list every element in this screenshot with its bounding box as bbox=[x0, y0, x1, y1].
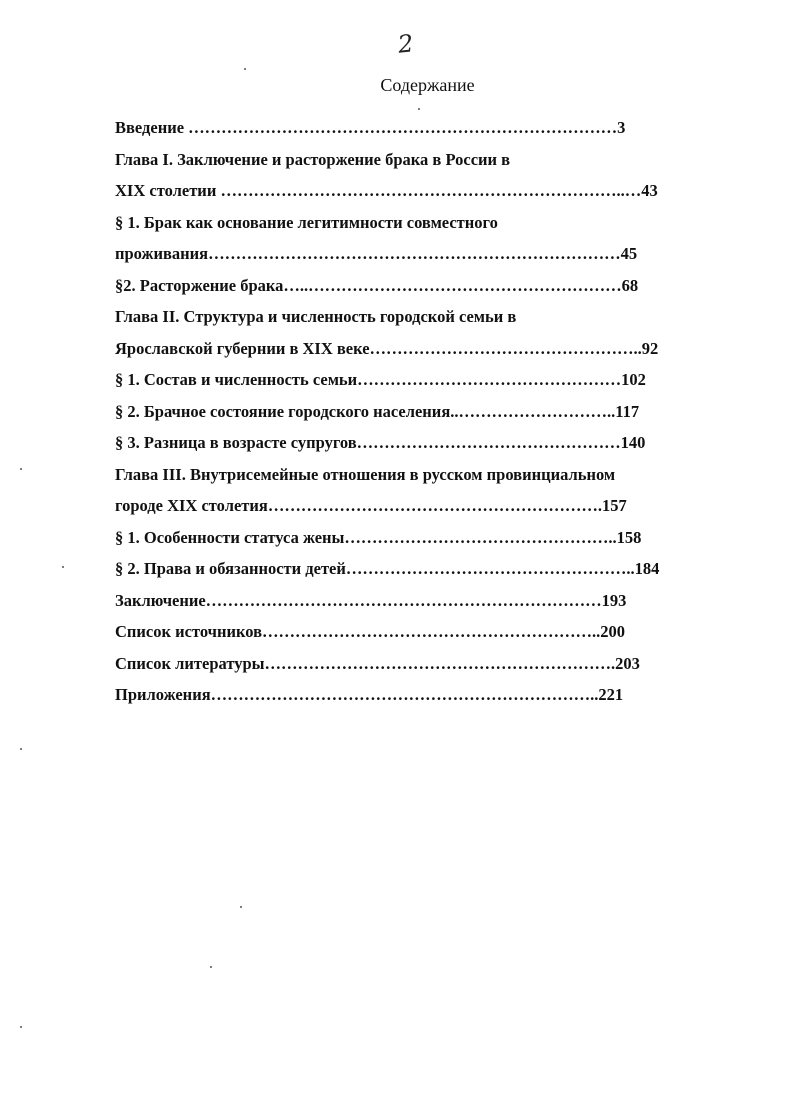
toc-entry-ch1-sec1-line-2[interactable] bbox=[115, 238, 745, 270]
toc-entry-ch2-sec3[interactable] bbox=[115, 427, 745, 459]
toc-entry-conclusion[interactable] bbox=[115, 585, 745, 617]
scan-speck bbox=[20, 468, 22, 470]
toc-entry-text: Список источников……………………………………………………..200 bbox=[115, 622, 626, 641]
scan-speck bbox=[210, 966, 212, 968]
toc-entry-text: § 2. Права и обязанности детей……………………………………………..184 bbox=[115, 559, 660, 578]
toc-entry-chapter-2-line-1[interactable] bbox=[115, 301, 745, 333]
toc-entry-sources[interactable] bbox=[115, 616, 745, 648]
toc-entry-ch3-sec2[interactable] bbox=[115, 553, 745, 585]
handwritten-page-number: 2 bbox=[396, 29, 415, 59]
toc-entry-text: Глава I. Заключение и расторжение брака в России в bbox=[115, 149, 511, 169]
toc-entry-text: Приложения……………………………………………………………..221 bbox=[115, 685, 624, 704]
toc-entry-ch2-sec1[interactable] bbox=[115, 364, 745, 396]
toc-entry-text: Глава III. Внутрисемейные отношения в русском провинциальном bbox=[115, 464, 616, 484]
toc-entry-introduction[interactable] bbox=[115, 112, 745, 144]
toc-entry-text: § 3. Разница в возрасте супругов…………………………………………140 bbox=[115, 433, 646, 452]
toc-entry-text: XIX столетии ………………………………………………………………..…43 bbox=[115, 181, 658, 200]
toc-entry-text: городе XIX столетия…………………………………………………….157 bbox=[115, 496, 627, 515]
scan-speck bbox=[244, 68, 246, 70]
toc-entry-chapter-1-line-1[interactable] bbox=[115, 144, 745, 176]
toc-entry-ch2-sec2[interactable] bbox=[115, 396, 745, 428]
toc-entry-appendices[interactable] bbox=[115, 679, 745, 711]
table-of-contents bbox=[115, 112, 745, 711]
toc-entry-text: Глава II. Структура и численность городской семьи в bbox=[115, 307, 517, 326]
toc-entry-chapter-2-line-2[interactable] bbox=[115, 333, 745, 365]
toc-entry-text: Заключение………………………………………………………………193 bbox=[115, 590, 627, 610]
toc-entry-ch1-sec1-line-1[interactable] bbox=[115, 207, 745, 239]
scan-speck bbox=[418, 108, 420, 110]
toc-entry-text: проживания…………………………………………………………………45 bbox=[115, 244, 638, 263]
toc-entry-literature[interactable] bbox=[115, 648, 745, 680]
toc-entry-text: §2. Расторжение брака…..…………………………………………………68 bbox=[115, 275, 639, 295]
scan-speck bbox=[20, 748, 22, 750]
scan-speck bbox=[20, 1026, 22, 1028]
page-title: Содержание bbox=[380, 75, 475, 95]
toc-entry-text: § 1. Состав и численность семьи…………………………………………102 bbox=[115, 370, 646, 389]
toc-entry-chapter-3-line-1[interactable] bbox=[115, 459, 745, 491]
scan-speck bbox=[240, 906, 242, 908]
toc-entry-ch1-sec2[interactable] bbox=[115, 270, 745, 302]
toc-entry-chapter-3-line-2[interactable] bbox=[115, 490, 745, 522]
toc-entry-text: Введение ……………………………………………………………………3 bbox=[115, 118, 626, 137]
toc-entry-text: Список литературы……………………………………………………….203 bbox=[115, 653, 640, 673]
toc-entry-ch3-sec1[interactable] bbox=[115, 522, 745, 554]
toc-entry-text: § 1. Особенности статуса жены…………………………………………..158 bbox=[115, 527, 642, 547]
toc-entry-chapter-1-line-2[interactable] bbox=[115, 175, 745, 207]
toc-entry-text: Ярославской губернии в XIX веке…………………………………………..92 bbox=[115, 338, 659, 358]
toc-entry-text: § 2. Брачное состояние городского населения..………………………..117 bbox=[115, 401, 640, 421]
scan-speck bbox=[62, 566, 64, 568]
toc-entry-text: § 1. Брак как основание легитимности совместного bbox=[115, 212, 498, 232]
